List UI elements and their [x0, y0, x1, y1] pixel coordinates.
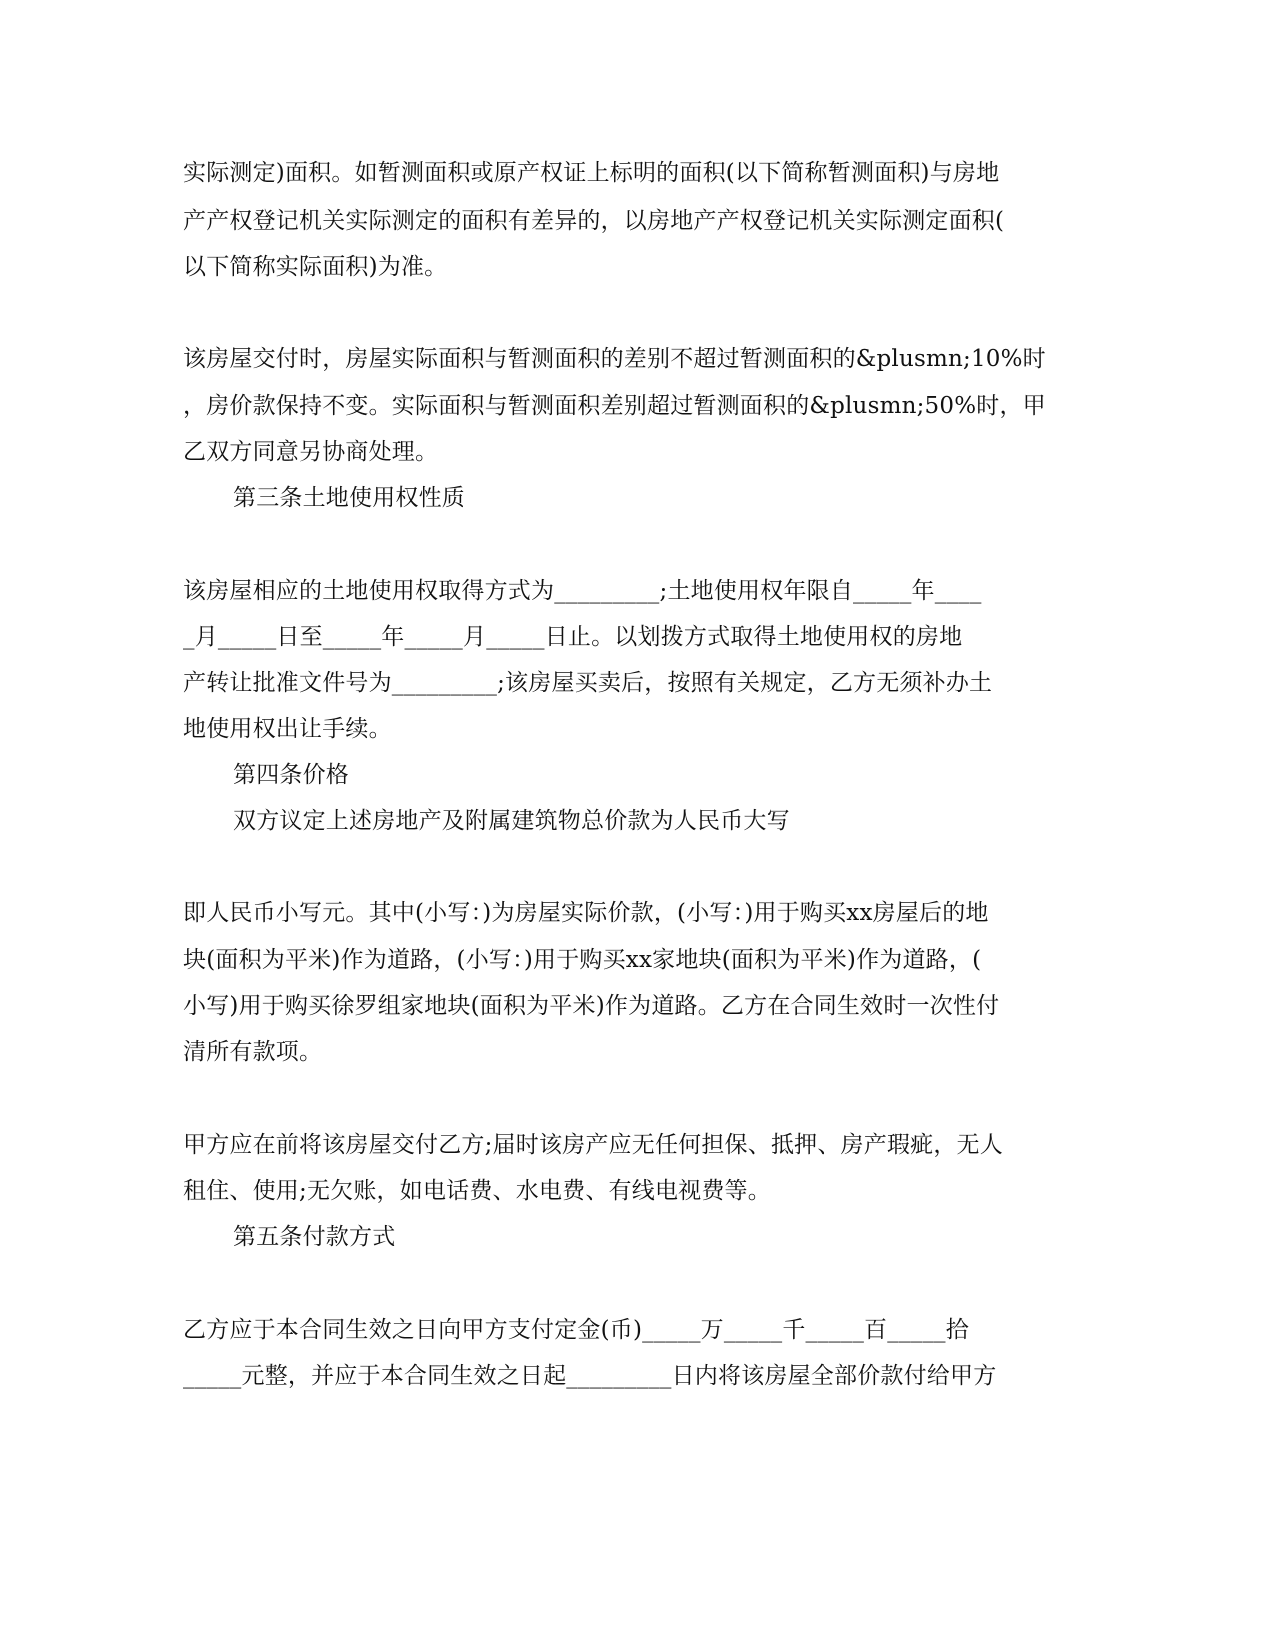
text-line-indented: 双方议定上述房地产及附属建筑物总价款为人民币大写: [233, 808, 790, 834]
text-line: 块(面积为平米)作为道路，(小写：)用于购买xx家地块(面积为平米)作为道路，(: [183, 947, 982, 973]
text-line: 产产权登记机关实际测定的面积有差异的，以房地产产权登记机关实际测定面积(: [183, 208, 1005, 234]
text-line: 产转让批准文件号为_________;该房屋买卖后，按照有关规定，乙方无须补办土: [183, 670, 993, 696]
text-line: 租住、使用;无欠账，如电话费、水电费、有线电视费等。: [183, 1178, 771, 1204]
text-line: 小写)用于购买徐罗组家地块(面积为平米)作为道路。乙方在合同生效时一次性付: [183, 993, 1000, 1019]
section-heading-article-3: 第三条土地使用权性质: [233, 485, 465, 511]
text-line: 甲方应在前将该房屋交付乙方;届时该房产应无任何担保、抵押、房产瑕疵，无人: [183, 1132, 1003, 1158]
section-heading-article-5: 第五条付款方式: [233, 1224, 396, 1250]
text-line: 以下简称实际面积)为准。: [183, 254, 448, 280]
text-line: 该房屋交付时，房屋实际面积与暂测面积的差别不超过暂测面积的&plusmn;10%时: [183, 346, 1046, 372]
text-line: 地使用权出让手续。: [183, 716, 392, 742]
text-line: 该房屋相应的土地使用权取得方式为_________;土地使用权年限自_____年____: [183, 578, 982, 604]
text-line: 实际测定)面积。如暂测面积或原产权证上标明的面积(以下简称暂测面积)与房地: [183, 160, 1000, 186]
text-line: _____元整，并应于本合同生效之日起_________日内将该房屋全部价款付给甲方: [183, 1363, 997, 1389]
text-line: ，房价款保持不变。实际面积与暂测面积差别超过暂测面积的&plusmn;50%时，甲: [183, 393, 1046, 419]
section-heading-article-4: 第四条价格: [233, 762, 349, 788]
text-line: 即人民币小写元。其中(小写：)为房屋实际价款，(小写：)用于购买xx房屋后的地: [183, 900, 989, 926]
text-line: 清所有款项。: [183, 1039, 323, 1065]
text-line: _月_____日至_____年_____月_____日止。以划拨方式取得土地使用权的房地: [183, 624, 963, 650]
text-line: 乙方应于本合同生效之日向甲方支付定金(币)_____万_____千_____百_____拾: [183, 1317, 969, 1343]
text-line: 乙双方同意另协商处理。: [183, 439, 439, 465]
